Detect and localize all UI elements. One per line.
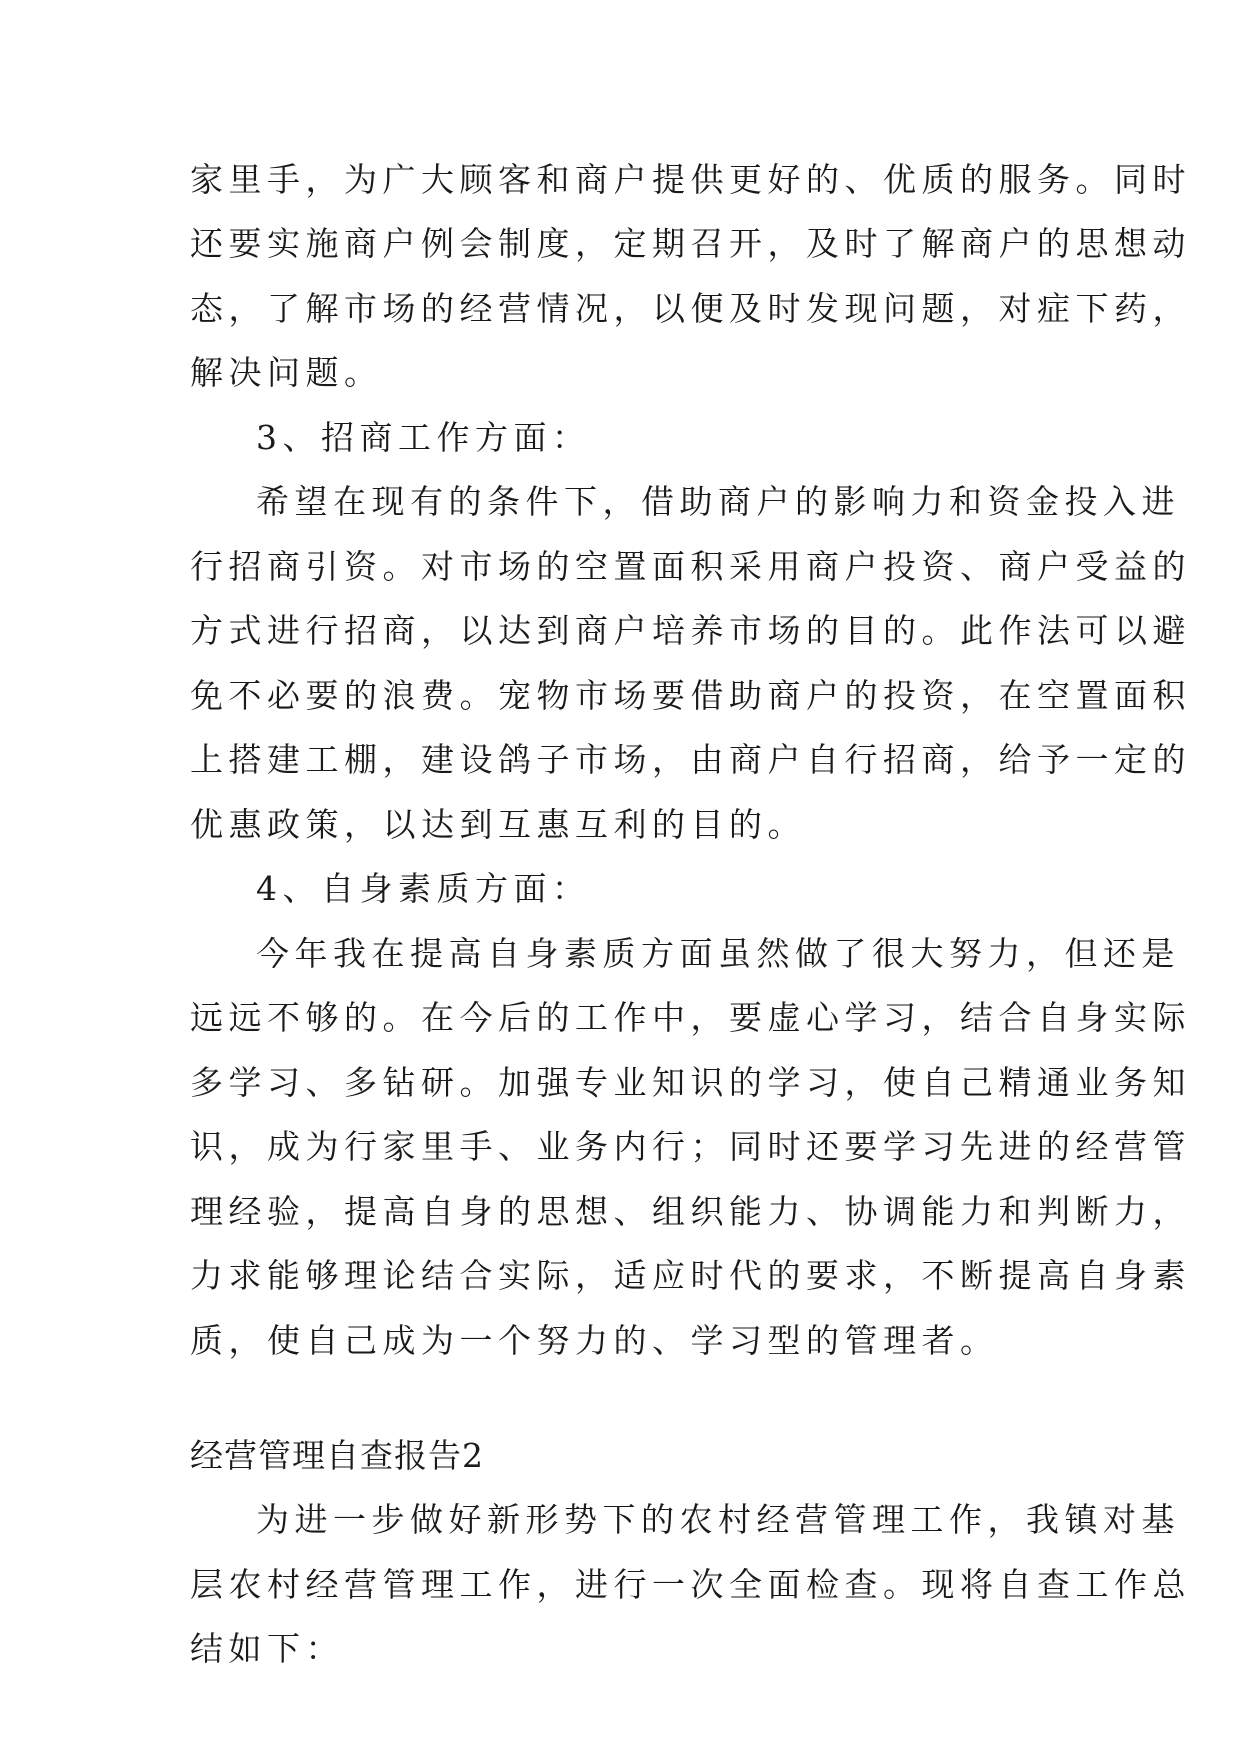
paragraph-line: 远远不够的。在今后的工作中，要虚心学习，结合自身实际 <box>190 998 1191 1037</box>
paragraph-line: 优惠政策，以达到互惠互利的目的。 <box>190 805 806 844</box>
paragraph-line: 还要实施商户例会制度，定期召开，及时了解商户的思想动 <box>190 224 1191 263</box>
paragraph-line: 解决问题。 <box>190 353 383 392</box>
paragraph-line: 力求能够理论结合实际，适应时代的要求，不断提高自身素 <box>190 1256 1191 1295</box>
paragraph-line: 家里手，为广大顾客和商户提供更好的、优质的服务。同时 <box>190 160 1191 199</box>
report-title: 经营管理自查报告2 <box>190 1436 484 1475</box>
paragraph-line: 态，了解市场的经营情况，以便及时发现问题，对症下药， <box>190 289 1191 328</box>
paragraph-line: 结如下： <box>190 1629 344 1668</box>
paragraph-line: 方式进行招商，以达到商户培养市场的目的。此作法可以避 <box>190 611 1191 650</box>
paragraph-line: 多学习、多钻研。加强专业知识的学习，使自己精通业务知 <box>190 1063 1191 1102</box>
paragraph-line: 今年我在提高自身素质方面虽然做了很大努力，但还是 <box>256 934 1180 973</box>
paragraph-line: 质，使自己成为一个努力的、学习型的管理者。 <box>190 1321 999 1360</box>
paragraph-line: 免不必要的浪费。宠物市场要借助商户的投资，在空置面积 <box>190 676 1191 715</box>
section-heading: 4、自身素质方面： <box>256 869 591 908</box>
paragraph-line: 层农村经营管理工作，进行一次全面检查。现将自查工作总 <box>190 1565 1191 1604</box>
paragraph-line: 识，成为行家里手、业务内行；同时还要学习先进的经营管 <box>190 1127 1191 1166</box>
paragraph-line: 理经验，提高自身的思想、组织能力、协调能力和判断力， <box>190 1192 1191 1231</box>
section-heading: 3、招商工作方面： <box>256 418 591 457</box>
paragraph-line: 行招商引资。对市场的空置面积采用商户投资、商户受益的 <box>190 547 1191 586</box>
paragraph-line: 为进一步做好新形势下的农村经营管理工作，我镇对基 <box>256 1500 1180 1539</box>
paragraph-line: 希望在现有的条件下，借助商户的影响力和资金投入进 <box>256 482 1180 521</box>
paragraph-line: 上搭建工棚，建设鸽子市场，由商户自行招商，给予一定的 <box>190 740 1191 779</box>
